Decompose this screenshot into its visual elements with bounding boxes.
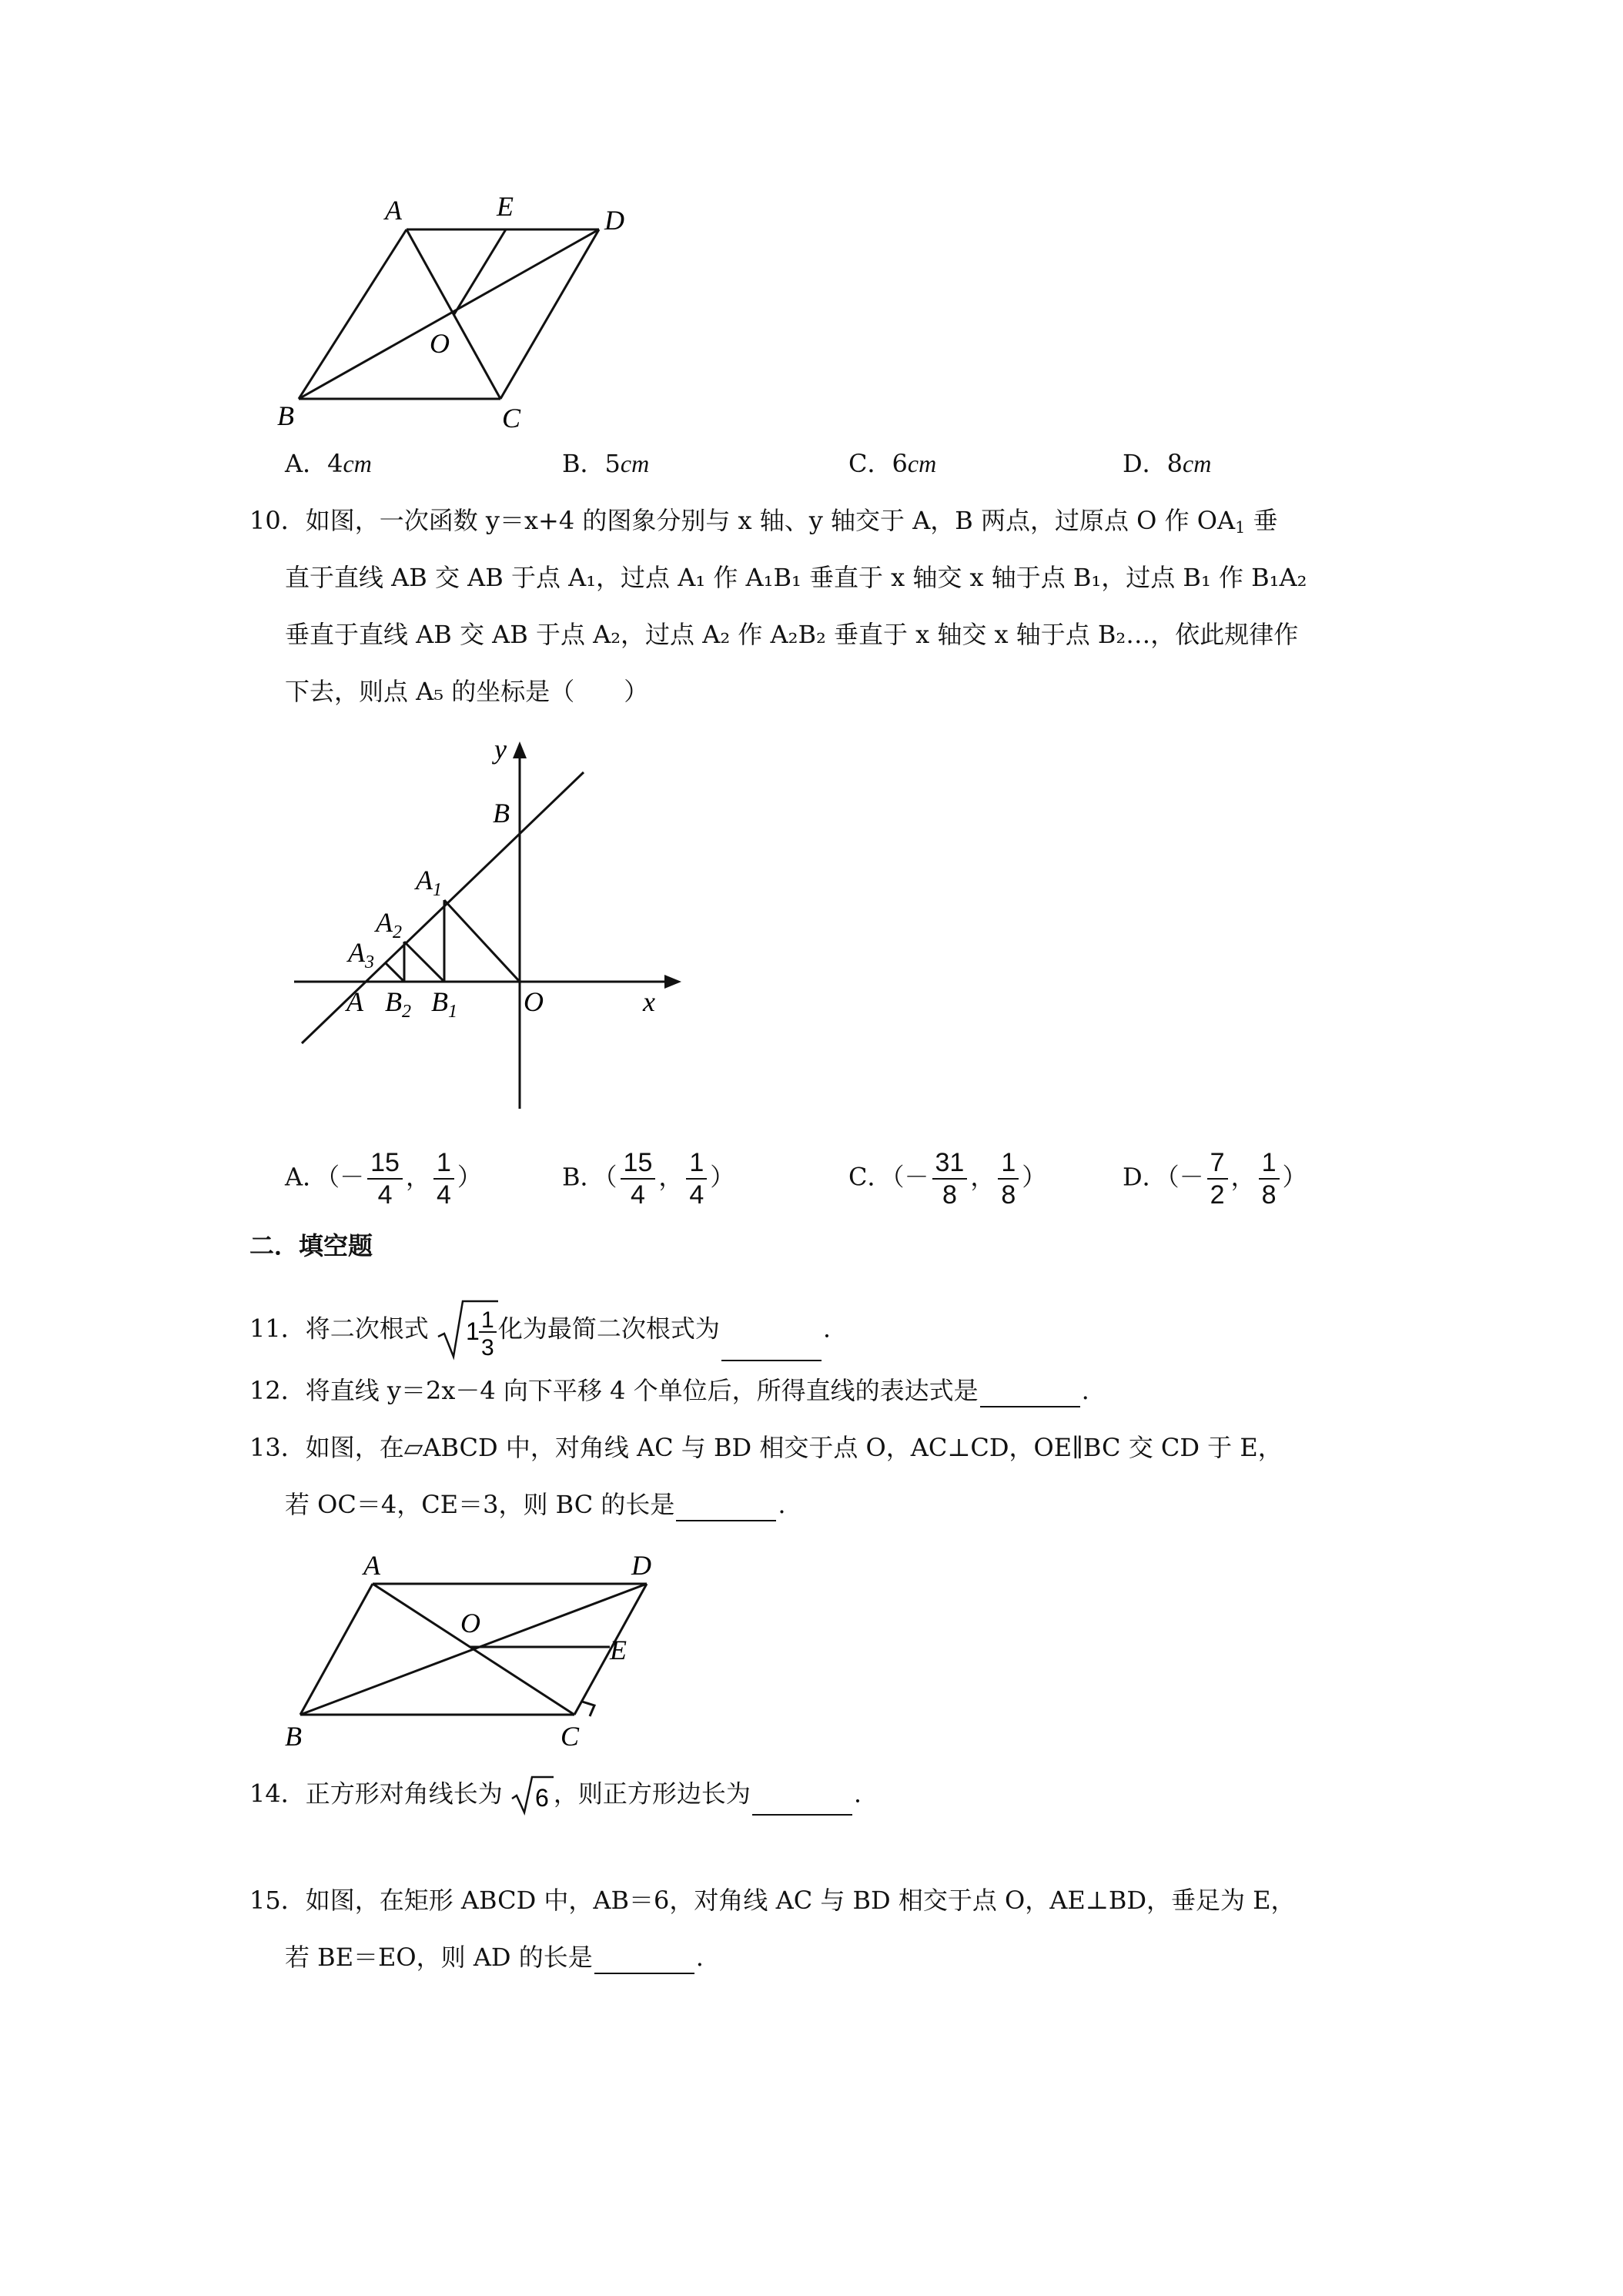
q13-answer-blank[interactable]	[676, 1492, 776, 1521]
svg-text:3: 3	[480, 1335, 494, 1361]
fig9-label-E: E	[497, 191, 514, 222]
q9-option-a: A．4cm	[285, 449, 372, 478]
fig10-label-B1: $B_1$	[431, 986, 457, 1022]
q10-option-c: C．（－ $\frac{31}{8}$ ， $\frac{1}{8}$ ）	[848, 1148, 1047, 1210]
q10-line-4: 下去，则点 A₅ 的坐标是（ ）	[285, 677, 649, 706]
q10-line-2: 直于直线 AB 交 AB 于点 A₁，过点 A₁ 作 A₁B₁ 垂直于 x 轴交 x 轴于点 B₁，过点 B₁ 作 B₁A₂	[285, 563, 1307, 592]
q13-figure	[277, 1544, 678, 1767]
q11-radical	[437, 1300, 498, 1361]
fig10-label-x: x	[643, 986, 655, 1017]
q10-option-b: B．（ $\frac{15}{4}$ ， $\frac{1}{4}$ ）	[562, 1148, 735, 1210]
q12-answer-blank[interactable]	[980, 1378, 1080, 1407]
q15-answer-blank[interactable]	[594, 1945, 694, 1974]
fig13-label-E: E	[610, 1635, 627, 1665]
fig13-label-B: B	[285, 1721, 302, 1752]
q10-figure	[285, 735, 685, 1120]
q9-figure	[277, 185, 647, 439]
fig9-label-D: D	[604, 205, 624, 236]
fig10-label-B2: $B_2$	[385, 986, 411, 1022]
section-heading-fill-in: 二．填空题	[249, 1231, 373, 1260]
q15-line-2: 若 BE＝EO，则 AD 的长是 .	[285, 1940, 704, 1974]
fig10-label-B: B	[493, 798, 510, 828]
fig10-label-O: O	[524, 986, 544, 1017]
q10-line-1: 10．如图，一次函数 y＝x+4 的图象分别与 x 轴、y 轴交于 A，B 两点，过原点 O 作 $OA_1$ 垂	[249, 506, 1278, 537]
svg-text:1: 1	[465, 1317, 480, 1345]
q9-option-c: C．6cm	[848, 449, 937, 478]
fig13-label-O: O	[460, 1608, 480, 1638]
fig10-label-A3: $A_3$	[348, 937, 374, 972]
fig10-label-A: A	[346, 986, 363, 1017]
q13-line-1: 13．如图，在▱ABCD 中，对角线 AC 与 BD 相交于点 O，AC⊥CD，OE∥BC 交 CD 于 E，	[249, 1433, 1283, 1462]
q15-line-1: 15．如图，在矩形 ABCD 中，AB＝6，对角线 AC 与 BD 相交于点 O，AE⊥BD，垂足为 E，	[249, 1886, 1296, 1915]
q10-option-a: A．（－ $\frac{15}{4}$ ， $\frac{1}{4}$ ）	[285, 1148, 482, 1210]
fig13-label-C: C	[561, 1721, 580, 1752]
q11-answer-blank[interactable]	[721, 1332, 822, 1361]
q9-option-b: B．5cm	[562, 449, 650, 478]
q11-line: 11．将二次根式 1 1 3 化为最简二次根式为 .	[249, 1300, 831, 1361]
fig10-label-y: y	[494, 735, 507, 765]
fig13-label-A: A	[363, 1550, 380, 1581]
fig9-label-C: C	[502, 403, 521, 433]
fig9-label-A: A	[385, 195, 402, 226]
q14-line: 14．正方形对角线长为 6 ，则正方形边长为 .	[249, 1776, 862, 1816]
q10-option-d: D．（－ $\frac{7}{2}$ ， $\frac{1}{8}$ ）	[1123, 1148, 1307, 1210]
svg-text:6: 6	[534, 1784, 549, 1812]
fig10-label-A1: $A_1$	[416, 865, 442, 900]
fig13-label-D: D	[631, 1550, 651, 1581]
fig10-label-A2: $A_2$	[376, 907, 402, 942]
q13-line-2: 若 OC＝4，CE＝3，则 BC 的长是 .	[285, 1488, 786, 1521]
svg-text:1: 1	[480, 1307, 494, 1333]
q14-radical	[510, 1776, 554, 1816]
fig9-label-O: O	[430, 328, 450, 359]
q10-line-3: 垂直于直线 AB 交 AB 于点 A₂，过点 A₂ 作 A₂B₂ 垂直于 x 轴交 x 轴于点 B₂…，依此规律作	[285, 620, 1299, 649]
q9-option-d: D．8cm	[1123, 449, 1212, 478]
q14-answer-blank[interactable]	[752, 1786, 852, 1816]
q12-line: 12．将直线 y＝2x－4 向下平移 4 个单位后，所得直线的表达式是 .	[249, 1374, 1089, 1407]
fig9-label-B: B	[277, 400, 294, 431]
